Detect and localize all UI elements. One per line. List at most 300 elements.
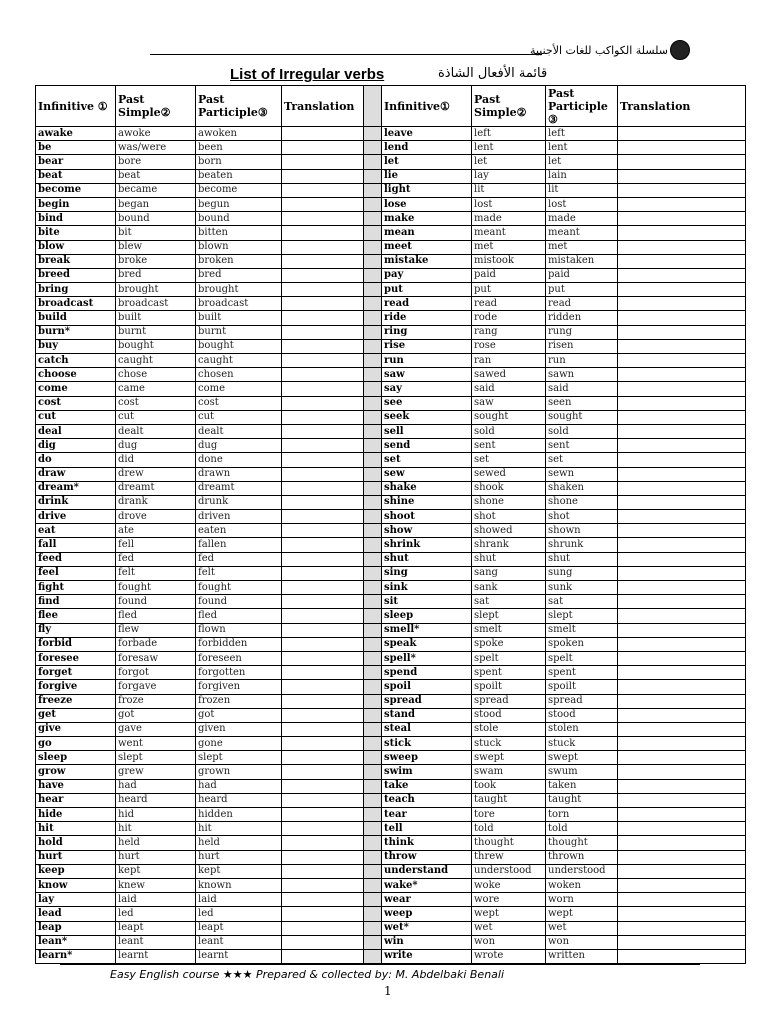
cell-past-simple-right: wore [472,893,546,907]
middle-divider [364,283,382,297]
cell-infinitive: do [36,453,116,467]
cell-past-participle-right: set [546,453,618,467]
table-row [36,666,746,680]
cell-infinitive-right: understand [382,864,472,878]
middle-divider [364,949,382,963]
cell-translation [282,878,364,892]
cell-past-simple: broke [116,254,196,268]
cell-translation [282,907,364,921]
cell-infinitive: catch [36,354,116,368]
cell-infinitive: blow [36,240,116,254]
table-row [36,382,746,396]
cell-translation-right [618,538,746,552]
cell-past-simple: bound [116,212,196,226]
cell-past-simple-right: won [472,935,546,949]
cell-past-participle: forgotten [196,666,282,680]
cell-translation-right [618,765,746,779]
cell-past-simple: bit [116,226,196,240]
table-row [36,822,746,836]
cell-past-simple-right: met [472,240,546,254]
header-past-participle: Past Participle③ [196,86,282,127]
middle-divider [364,467,382,481]
cell-infinitive-right: seek [382,410,472,424]
table-row [36,127,746,141]
cell-past-simple-right: shut [472,552,546,566]
table-row [36,722,746,736]
middle-divider [364,538,382,552]
cell-infinitive-right: tell [382,822,472,836]
table-row [36,651,746,665]
cell-infinitive: cut [36,410,116,424]
cell-infinitive: eat [36,524,116,538]
cell-past-simple-right: swept [472,751,546,765]
cell-translation-right [618,708,746,722]
table-row [36,538,746,552]
cell-translation [282,268,364,282]
cell-translation [282,751,364,765]
cell-past-participle-right: paid [546,268,618,282]
cell-past-simple: got [116,708,196,722]
cell-past-simple-right: sank [472,581,546,595]
cell-infinitive: forget [36,666,116,680]
cell-past-participle: drawn [196,467,282,481]
middle-divider [364,779,382,793]
cell-past-simple: dug [116,439,196,453]
cell-past-participle: burnt [196,325,282,339]
footer-rule [60,964,700,965]
cell-past-participle: leapt [196,921,282,935]
cell-translation-right [618,822,746,836]
cell-past-simple-right: lay [472,169,546,183]
middle-divider [364,793,382,807]
middle-divider [364,708,382,722]
cell-past-participle-right: meant [546,226,618,240]
cell-past-simple: brought [116,283,196,297]
cell-past-simple: came [116,382,196,396]
cell-infinitive-right: swim [382,765,472,779]
cell-infinitive-right: say [382,382,472,396]
cell-translation-right [618,694,746,708]
cell-past-simple-right: threw [472,850,546,864]
table-row [36,368,746,382]
header-infinitive-right: Infinitive① [382,86,472,127]
header-translation: Translation [282,86,364,127]
cell-past-simple: blew [116,240,196,254]
cell-past-participle: grown [196,765,282,779]
cell-infinitive-right: make [382,212,472,226]
cell-infinitive-right: spend [382,666,472,680]
cell-translation-right [618,935,746,949]
cell-infinitive: give [36,722,116,736]
middle-divider [364,325,382,339]
table-row [36,481,746,495]
cell-past-participle: chosen [196,368,282,382]
cell-past-participle: hurt [196,850,282,864]
cell-infinitive-right: take [382,779,472,793]
cell-translation [282,510,364,524]
cell-past-simple-right: sold [472,424,546,438]
cell-infinitive: get [36,708,116,722]
cell-infinitive: burn* [36,325,116,339]
cell-translation [282,226,364,240]
cell-past-simple: had [116,779,196,793]
cell-translation [282,339,364,353]
cell-past-participle-right: spent [546,666,618,680]
cell-past-simple-right: wept [472,907,546,921]
cell-past-participle: cut [196,410,282,424]
cell-past-participle: beaten [196,169,282,183]
cell-infinitive: draw [36,467,116,481]
cell-infinitive-right: send [382,439,472,453]
cell-past-participle: gone [196,737,282,751]
cell-translation-right [618,268,746,282]
cell-past-participle-right: stood [546,708,618,722]
middle-divider [364,254,382,268]
cell-past-participle-right: woken [546,878,618,892]
cell-past-simple-right: taught [472,793,546,807]
cell-translation [282,623,364,637]
middle-divider [364,339,382,353]
cell-infinitive-right: mistake [382,254,472,268]
cell-infinitive: beat [36,169,116,183]
cell-infinitive-right: leave [382,127,472,141]
cell-past-participle-right: met [546,240,618,254]
table-row [36,268,746,282]
cell-translation-right [618,297,746,311]
cell-translation-right [618,495,746,509]
cell-infinitive: hide [36,808,116,822]
cell-past-participle-right: stuck [546,737,618,751]
cell-translation-right [618,467,746,481]
table-row [36,183,746,197]
cell-infinitive: have [36,779,116,793]
middle-divider [364,666,382,680]
middle-divider [364,651,382,665]
cell-past-simple-right: shrank [472,538,546,552]
cell-infinitive: be [36,141,116,155]
cell-translation-right [618,410,746,424]
middle-divider [364,623,382,637]
cell-past-simple-right: mistook [472,254,546,268]
cell-translation [282,538,364,552]
cell-infinitive: buy [36,339,116,353]
cell-infinitive-right: teach [382,793,472,807]
cell-infinitive: forbid [36,637,116,651]
cell-infinitive-right: spell* [382,651,472,665]
header-line [150,40,690,64]
cell-infinitive: know [36,878,116,892]
middle-divider [364,354,382,368]
cell-past-simple: grew [116,765,196,779]
cell-translation-right [618,127,746,141]
header-past-simple-right: Past Simple② [472,86,546,127]
cell-translation-right [618,850,746,864]
cell-translation-right [618,836,746,850]
cell-past-simple-right: understood [472,864,546,878]
cell-past-participle-right: read [546,297,618,311]
cell-past-participle: born [196,155,282,169]
cell-past-simple: froze [116,694,196,708]
middle-divider [364,524,382,538]
cell-infinitive-right: shine [382,495,472,509]
cell-translation [282,410,364,424]
cell-past-simple-right: stuck [472,737,546,751]
cell-translation [282,197,364,211]
cell-past-simple-right: spelt [472,651,546,665]
cell-past-simple-right: wrote [472,949,546,963]
cell-infinitive-right: meet [382,240,472,254]
cell-infinitive: choose [36,368,116,382]
cell-past-participle: drunk [196,495,282,509]
cell-past-participle: bought [196,339,282,353]
cell-infinitive-right: let [382,155,472,169]
cell-past-simple-right: thought [472,836,546,850]
cell-past-simple: beat [116,169,196,183]
cell-translation-right [618,581,746,595]
cell-infinitive-right: mean [382,226,472,240]
cell-past-participle-right: sold [546,424,618,438]
cell-infinitive: dig [36,439,116,453]
cell-past-participle-right: let [546,155,618,169]
cell-past-participle: led [196,907,282,921]
cell-translation-right [618,382,746,396]
header-past-simple: Past Simple② [116,86,196,127]
cell-past-simple: fell [116,538,196,552]
cell-past-participle: forgiven [196,680,282,694]
cell-translation [282,609,364,623]
cell-past-simple: awoke [116,127,196,141]
cell-past-simple-right: swam [472,765,546,779]
cell-translation [282,396,364,410]
cell-past-simple: dreamt [116,481,196,495]
cell-translation-right [618,878,746,892]
cell-infinitive-right: read [382,297,472,311]
cell-past-participle-right: sat [546,595,618,609]
middle-divider [364,183,382,197]
cell-translation [282,467,364,481]
cell-translation [282,850,364,864]
table-row [36,424,746,438]
cell-infinitive: broadcast [36,297,116,311]
cell-past-participle: fallen [196,538,282,552]
middle-divider [364,410,382,424]
cell-past-simple: laid [116,893,196,907]
cell-infinitive-right: saw [382,368,472,382]
cell-infinitive: dream* [36,481,116,495]
cell-past-simple-right: spread [472,694,546,708]
cell-past-simple: did [116,453,196,467]
cell-infinitive: lean* [36,935,116,949]
cell-past-simple: slept [116,751,196,765]
table-row [36,878,746,892]
cell-translation-right [618,155,746,169]
cell-translation-right [618,368,746,382]
cell-infinitive: find [36,595,116,609]
table-row [36,949,746,963]
cell-infinitive: hurt [36,850,116,864]
cell-infinitive: cost [36,396,116,410]
cell-translation [282,297,364,311]
cell-infinitive: bite [36,226,116,240]
cell-infinitive-right: put [382,283,472,297]
cell-past-participle: broken [196,254,282,268]
cell-past-participle: begun [196,197,282,211]
table-row [36,637,746,651]
cell-past-participle-right: sent [546,439,618,453]
cell-infinitive-right: tear [382,808,472,822]
cell-past-simple: cut [116,410,196,424]
table-row [36,240,746,254]
cell-past-participle-right: sung [546,566,618,580]
cell-past-simple: knew [116,878,196,892]
page-title: List of Irregular verbs [230,66,385,83]
table-row [36,779,746,793]
table-row [36,197,746,211]
cell-translation-right [618,339,746,353]
cell-past-simple: bought [116,339,196,353]
cell-past-participle: driven [196,510,282,524]
cell-translation [282,240,364,254]
cell-past-participle-right: lost [546,197,618,211]
cell-infinitive: deal [36,424,116,438]
cell-infinitive: keep [36,864,116,878]
cell-translation [282,793,364,807]
cell-translation-right [618,197,746,211]
cell-past-simple-right: saw [472,396,546,410]
cell-infinitive: grow [36,765,116,779]
table-row [36,325,746,339]
cell-past-participle-right: shaken [546,481,618,495]
cell-infinitive-right: sing [382,566,472,580]
cell-past-participle: forbidden [196,637,282,651]
middle-divider [364,141,382,155]
cell-past-simple-right: stole [472,722,546,736]
middle-divider [364,268,382,282]
cell-translation-right [618,169,746,183]
cell-past-participle-right: swept [546,751,618,765]
cell-past-participle: awoken [196,127,282,141]
middle-divider [364,212,382,226]
cell-translation [282,495,364,509]
cell-infinitive: feel [36,566,116,580]
cell-translation-right [618,439,746,453]
cell-past-participle: become [196,183,282,197]
cell-past-participle: broadcast [196,297,282,311]
cell-translation-right [618,751,746,765]
cell-translation [282,595,364,609]
cell-infinitive: flee [36,609,116,623]
cell-past-simple: bred [116,268,196,282]
cell-past-simple-right: made [472,212,546,226]
cell-past-participle-right: lent [546,141,618,155]
middle-divider [364,495,382,509]
table-row [36,595,746,609]
middle-divider [364,609,382,623]
middle-divider [364,694,382,708]
cell-translation [282,949,364,963]
middle-divider [364,680,382,694]
cell-past-simple: gave [116,722,196,736]
cell-past-participle: had [196,779,282,793]
cell-translation-right [618,552,746,566]
cell-infinitive-right: write [382,949,472,963]
middle-divider [364,481,382,495]
cell-infinitive-right: win [382,935,472,949]
cell-past-simple: fed [116,552,196,566]
cell-past-participle: leant [196,935,282,949]
cell-translation [282,921,364,935]
cell-past-simple-right: shone [472,495,546,509]
cell-infinitive: hear [36,793,116,807]
cell-past-simple-right: sought [472,410,546,424]
cell-past-participle-right: wet [546,921,618,935]
cell-past-participle-right: slept [546,609,618,623]
cell-infinitive: breed [36,268,116,282]
table-row [36,212,746,226]
cell-past-participle-right: spoken [546,637,618,651]
middle-divider [364,197,382,211]
cell-past-simple: hid [116,808,196,822]
cell-translation [282,680,364,694]
cell-past-simple-right: put [472,283,546,297]
cell-past-participle-right: sawn [546,368,618,382]
cell-past-participle: bred [196,268,282,282]
cell-infinitive: feed [36,552,116,566]
table-body [36,127,746,964]
cell-past-participle-right: taught [546,793,618,807]
cell-past-participle: heard [196,793,282,807]
cell-past-simple: went [116,737,196,751]
cell-past-simple: bore [116,155,196,169]
cell-translation-right [618,453,746,467]
cell-past-participle: fed [196,552,282,566]
table-row [36,283,746,297]
cell-translation-right [618,680,746,694]
cell-past-participle-right: told [546,822,618,836]
cell-infinitive: awake [36,127,116,141]
middle-divider [364,822,382,836]
cell-past-participle: found [196,595,282,609]
cell-past-participle-right: sought [546,410,618,424]
cell-translation-right [618,637,746,651]
cell-infinitive: begin [36,197,116,211]
table-row [36,907,746,921]
cell-past-simple-right: showed [472,524,546,538]
cell-translation [282,254,364,268]
header-infinitive: Infinitive ① [36,86,116,127]
cell-past-participle-right: understood [546,864,618,878]
middle-divider [364,566,382,580]
middle-divider [364,169,382,183]
cell-past-participle: known [196,878,282,892]
cell-past-participle-right: shown [546,524,618,538]
cell-past-simple-right: said [472,382,546,396]
cell-past-simple: forgot [116,666,196,680]
series-title: سلسلة الكواكب للغات الأجنبية [530,44,668,57]
cell-past-participle-right: ridden [546,311,618,325]
cell-translation-right [618,510,746,524]
cell-translation [282,439,364,453]
cell-infinitive-right: show [382,524,472,538]
cell-past-simple: hurt [116,850,196,864]
cell-past-participle: bitten [196,226,282,240]
cell-past-participle-right: put [546,283,618,297]
cell-translation [282,354,364,368]
cell-infinitive-right: sell [382,424,472,438]
cell-translation-right [618,623,746,637]
table-row [36,708,746,722]
cell-past-participle: bound [196,212,282,226]
